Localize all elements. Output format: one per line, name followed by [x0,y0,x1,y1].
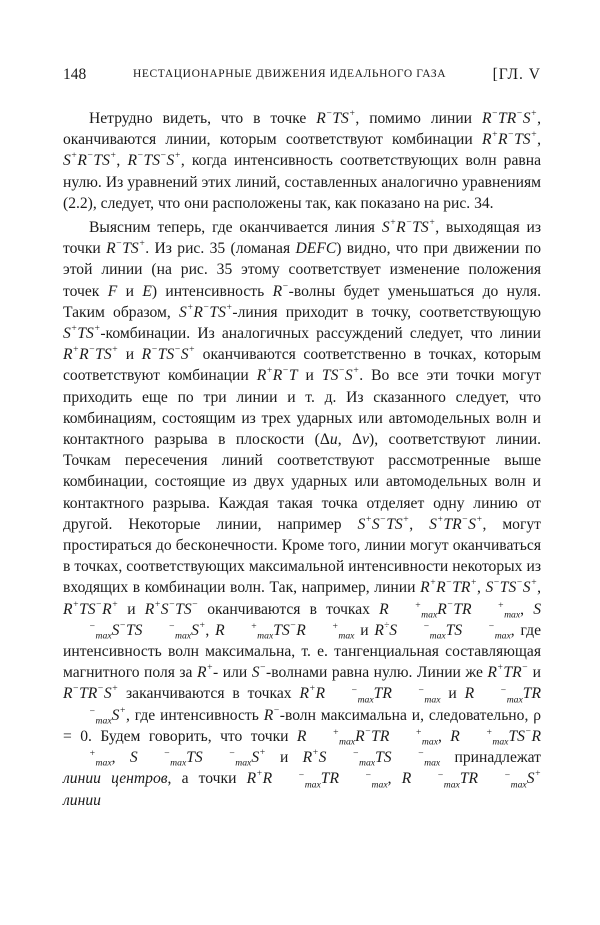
formula: R +$_{max}$R−TR +$_{max}$ [296,725,438,748]
chapter-label: [ГЛ. V [492,66,541,83]
formula: R +$_{max}$TS−R +$_{max}$ [215,619,355,642]
formula: R+R −$_{max}$TR −$_{max}$ [299,683,441,706]
formula: R+R−TS+ [63,343,119,364]
formula: R÷S −$_{max}$TS −$_{max}$ [374,619,511,642]
formula: R−TS−S+ [141,343,196,364]
formula: R−TS+ [106,237,146,258]
formula: S+TS+ [63,322,101,343]
formula: R $^+_{max}TS^-R^+_{max}$ [89,725,541,770]
page-header [63,66,541,88]
formula: S+TR−S+ [429,513,483,533]
formula: R+ [196,662,214,682]
formula: S− [251,662,267,682]
formula: R $^-_{max}TR^-_{max}S^+$ [89,684,541,727]
formula: R −$_{max}$TR −$_{max}$S+ [401,768,542,791]
formula: R +$_{max}$R−TR +$_{max}$ [379,598,521,621]
formula: R+S−TS− [144,598,199,618]
paragraph-1: Нетрудно видеть, что в точке R−TS+, помимо линии R−TR−S+, оканчиваются линии, которым соответствуют комбинации R+R−TS+, S+R−TS+, R−TS−S+, когда интенсивность соответствующих волн равна нулю. Из уравнений этих линий, составленных аналогично уравнениям (2.2), следует, что они расположены так, как показано на рис. 34. [63,107,542,212]
formula: R− [263,704,280,724]
page-number: 148 [63,66,87,83]
formula: R+TS−R+ [63,598,119,618]
formula: TS−S+ [321,365,360,385]
formula: R+R−T [256,365,298,385]
formula: S+R−TS+ [179,301,233,321]
formula: S −$_{max}$TS −$_{max}$S+ [129,746,266,770]
formula: S−TS−S+ [485,577,538,597]
formula: S+R−TS+ [63,150,117,170]
formula: R−TS+ [316,107,356,127]
formula: R+S −$_{max}$TS −$_{max}$ [302,746,441,770]
formula: R−TS−S+ [127,150,181,170]
formula: R+R−TR+ [420,577,477,597]
formula: S+R−TS+ [381,216,436,237]
formula: R−TR−S+ [63,683,119,703]
formula: R− [272,280,289,300]
formula: R+R −$_{max}$TR −$_{max}$ [246,768,388,791]
formula: S+S−TS+ [357,513,410,533]
body-text [63,108,541,811]
formula: R−TR−S+ [481,107,538,127]
formula: $S^-_{max}S^-TS$ −$_{max}$S+ [89,600,541,642]
formula: R+TR− [487,662,529,682]
paragraph-2: Выясним теперь, где оканчивается линия S+R−TS+, выходящая из точки R−TS+. Из рис. 35 (ломаная DEFC) видно, что при движении по этой линии (на рис. 35 этому соответствует изменение положения точек F и E) интенсивность R−-волны будет уменьшаться до нуля. Таким образом, S+R−TS+-линия приходит в точку, соответствующую S+TS+-комбинации. Из аналогичных рассуждений следует, что линии R+R−TS+ и R−TS−S+ оканчиваются соответственно в точках, которым соответствуют комбинации R+R−T и TS−S+. Во все эти точки могут приходить еще по три линии и т. д. Из сказанного следует, что комбинациям, состоящим из трех ударных или автомодельных волн и контактного разрыва в плоскости (Δu, Δv), соответствуют линии. Точкам пересечения линий соответствуют рассмотренные выше комбинации, состоящие из двух ударных или автомодельных волн и контактного разрыва. Каждая такая точка отделяет одну линию от другой. Некоторые линии, например S+S−TS+, S+TR−S+, могут простираться до бесконечности. Кроме того, линии могут оканчиваться в точках, соответствующих максимальной интенсивности некоторых из входящих в комбинации волн. Так, например, линии R+R−TR+, S−TS−S+, R+TS−R+ и R+S−TS− оканчиваются в точках R +$_{max}$R−TR +$_{max}$, $S^-_{max}S^-TS$ −$_{max}$S+, R +$_{max}$TS−R +$_{max}$ и R÷S −$_{max}$TS −$_{max}$, где интенсивность волн максимальна, т. е. тангенциальная составляющая магнитного поля за R+- или S−-волнами равна нулю. Линии же R+TR− и R−TR−S+ заканчиваются в точках R+R −$_{max}$TR −$_{max}$ и R $^-_{max}TR^-_{max}S^+$, где интенсивность R−-волн максимальна и, следовательно, ρ = 0. Будем говорить, что точки R +$_{max}$R−TR +$_{max}$, R $^+_{max}TS^-R^+_{max}$, S −$_{max}$TS −$_{max}$S+ и R+S −$_{max}$TS −$_{max}$ принадлежат линии центров, а точки R+R −$_{max}$TR −$_{max}$, R −$_{max}$TR −$_{max}$S+ линии [63,216,542,809]
formula: R+R−TS+ [481,128,538,149]
running-title: НЕСТАЦИОНАРНЫЕ ДВИЖЕНИЯ ИДЕАЛЬНОГО ГАЗА [133,68,447,80]
